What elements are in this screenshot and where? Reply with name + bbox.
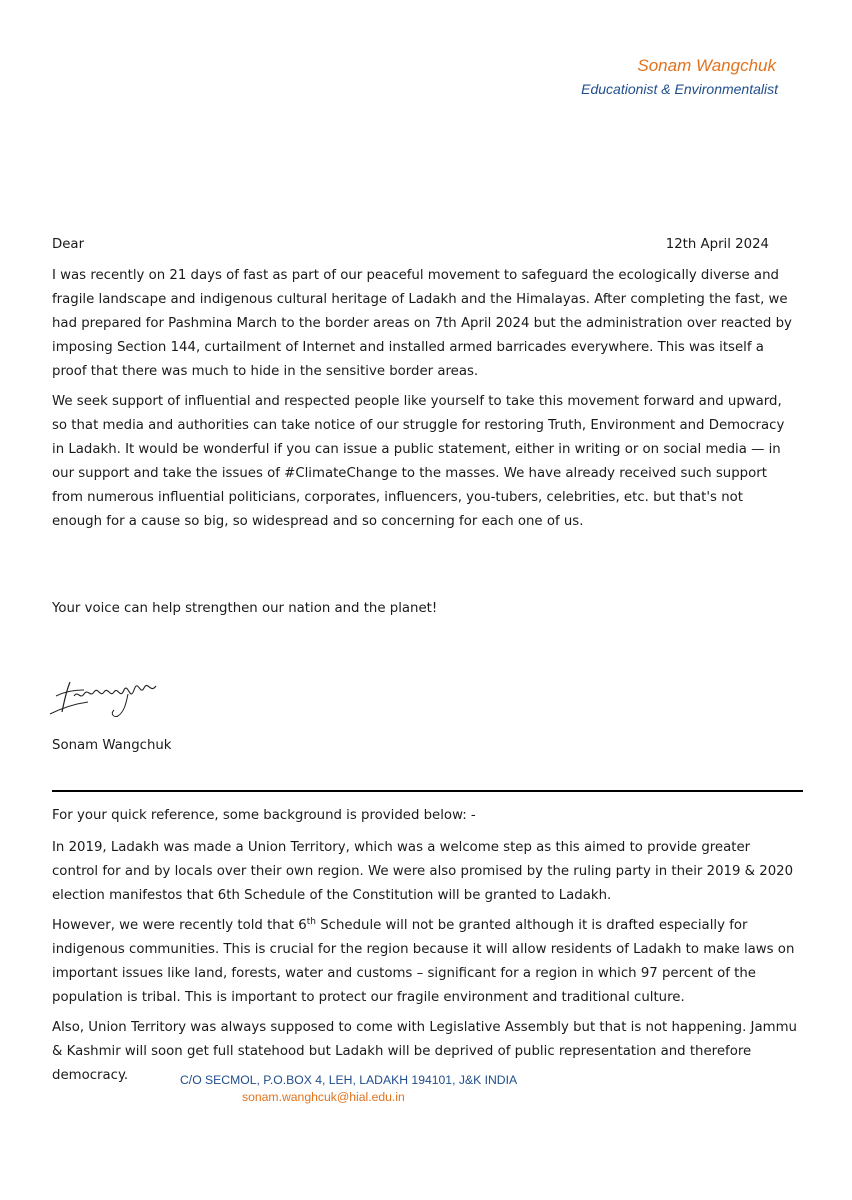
letterhead-name: Sonam Wangchuk: [637, 56, 776, 75]
paragraph-support: We seek support of influential and respected people like yourself to take this movement forward and upward, so that media and authorities can take notice of our struggle for restoring Truth, Environment and Democracy in Ladakh. It would be wonderful if you can issue a public statement, either in writing or on social media — in our support and take the issues of #ClimateChange to the masses. We have already received such support from numerous influential politicians, corporates, influencers, you-tubers, celebrities, etc. but that's not enough for a cause so big, so widespread and so concerning for each one of us.: [52, 394, 785, 529]
letterhead-role: Educationist & Environmentalist: [581, 81, 778, 97]
handwritten-signature: [44, 668, 162, 720]
footer-address: C/O SECMOL, P.O.BOX 4, LEH, LADAKH 194101, J&K INDIA: [180, 1073, 518, 1087]
letter-date: 12th April 2024: [665, 237, 769, 252]
paragraph-legislative-assembly: Also, Union Territory was always supposed to come with Legislative Assembly but that is not happening. Jammu & Kashmir will soon get full statehood but Ladakh will be deprived of public representation and therefore democracy.: [52, 1020, 797, 1083]
paragraph-sixth-schedule: [52, 914, 797, 1010]
ordinal-suffix: th: [306, 917, 316, 927]
closing-line: Your voice can help strengthen our nation and the planet!: [52, 601, 438, 616]
background-intro: For your quick reference, some background is provided below: -: [52, 808, 476, 823]
salutation: Dear: [52, 237, 85, 252]
section-divider: [52, 790, 803, 792]
paragraph-fast: I was recently on 21 days of fast as part of our peaceful movement to safeguard the ecologically diverse and fragile landscape and indigenous cultural heritage of Ladakh and the Himalayas. After completing the fast, we had prepared for Pashmina March to the border areas on 7th April 2024 but the administration over reacted by imposing Section 144, curtailment of Internet and installed armed barricades everywhere. This was itself a proof that there was much to hide in the sensitive border areas.: [52, 268, 792, 379]
paragraph-union-territory: In 2019, Ladakh was made a Union Territory, which was a welcome step as this aimed to provide greater control for and by locals over their own region. We were also promised by the ruling party in their 2019 & 2020 election manifestos that 6th Schedule of the Constitution will be granted to Ladakh.: [52, 840, 794, 903]
footer-email[interactable]: sonam.wanghcuk@hial.edu.in: [242, 1090, 405, 1104]
sixth-schedule-prefix: However, we were recently told that 6: [52, 918, 307, 933]
signatory-name: Sonam Wangchuk: [52, 738, 172, 753]
sixth-schedule-text: Schedule will not be granted although it is drafted especially for indigenous communities. This is crucial for the region because it will allow residents of Ladakh to make laws on important issues like land, forests, water and customs – significant for a region in which 97 percent of the population is tribal. This is important to protect our fragile environment and traditional culture.: [52, 918, 795, 1005]
